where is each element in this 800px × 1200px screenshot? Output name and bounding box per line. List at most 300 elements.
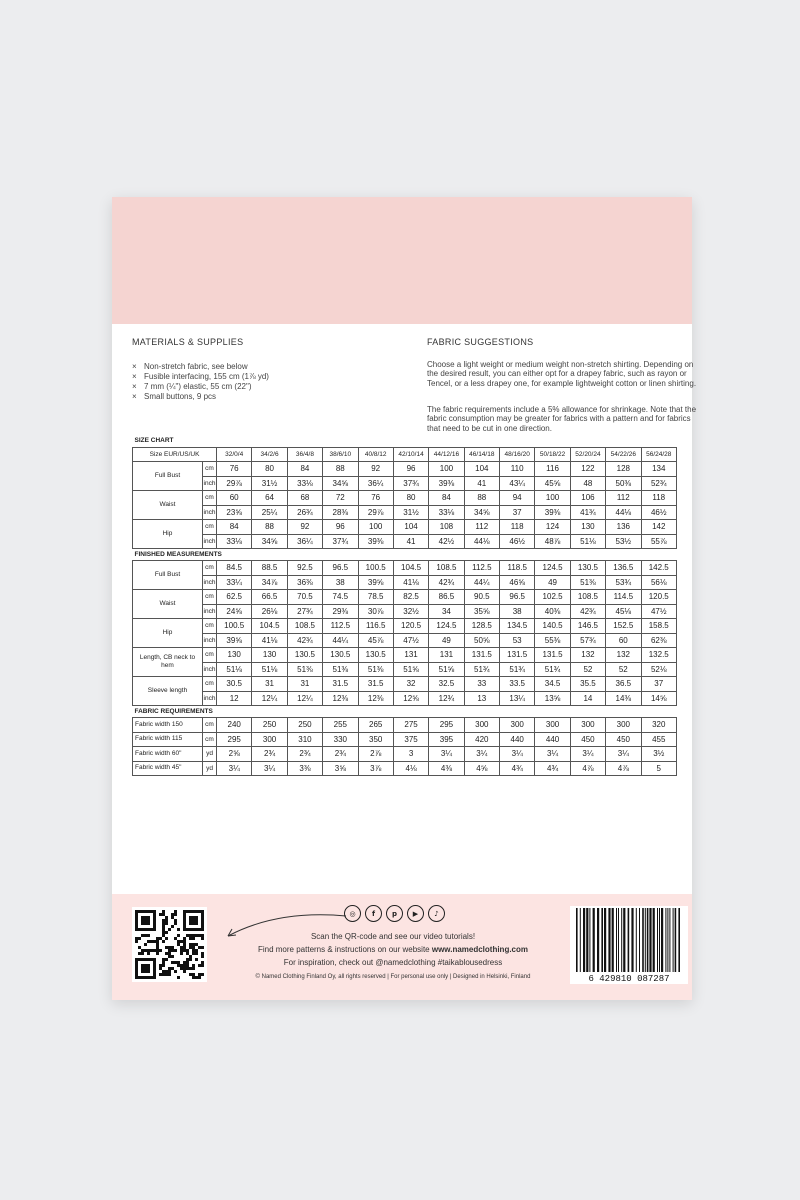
value-cell: 33.5 (500, 677, 535, 692)
value-cell: 134.5 (500, 619, 535, 634)
table-row (133, 747, 677, 762)
value-cell: 43¼ (500, 476, 535, 491)
value-cell: 33¼ (217, 575, 252, 590)
row-label: Hip (133, 619, 203, 648)
section-title: SIZE CHART (134, 437, 174, 445)
value-cell: 33⅛ (287, 476, 322, 491)
value-cell: 124.5 (429, 619, 464, 634)
value-cell: 47½ (393, 633, 428, 648)
value-cell: 440 (500, 732, 535, 747)
value-cell: 39⅜ (535, 505, 570, 520)
value-cell: 23⅝ (217, 505, 252, 520)
materials-item-text: Non-stretch fabric, see below (144, 362, 248, 371)
section-title-row (133, 549, 677, 561)
row-label: Fabric width 115 (133, 732, 203, 747)
value-cell: 120.5 (641, 590, 677, 605)
row-label: Full Bust (133, 462, 203, 491)
row-label: Length, CB neck to hem (133, 648, 203, 677)
value-cell: 450 (606, 732, 641, 747)
size-column-header: 42/10/14 (393, 447, 428, 462)
value-cell: 4¾ (500, 761, 535, 776)
value-cell: 2⅞ (358, 747, 393, 762)
unit-cell: inch (203, 662, 217, 677)
section-title: FINISHED MEASUREMENTS (134, 551, 222, 558)
table-row (133, 619, 677, 634)
pattern-envelope-back (112, 197, 697, 1000)
value-cell: 3¼ (252, 761, 287, 776)
unit-cell: cm (203, 619, 217, 634)
value-cell: 34⅝ (323, 476, 358, 491)
value-cell: 4¾ (535, 761, 570, 776)
table-row (133, 561, 677, 576)
value-cell: 88 (464, 491, 499, 506)
value-cell: 88.5 (252, 561, 287, 576)
value-cell: 108.5 (570, 590, 605, 605)
unit-cell: inch (203, 604, 217, 619)
value-cell: 116 (535, 462, 570, 477)
value-cell: 46½ (500, 534, 535, 549)
value-cell: 158.5 (641, 619, 677, 634)
value-cell: 300 (464, 718, 499, 733)
value-cell: 14 (570, 691, 605, 706)
instagram-icon[interactable]: ◎ (344, 905, 361, 922)
row-label: Fabric width 45" (133, 761, 203, 776)
value-cell: 46⅝ (500, 575, 535, 590)
materials-item-text: 7 mm (¼") elastic, 55 cm (22") (144, 382, 252, 391)
value-cell: 300 (252, 732, 287, 747)
value-cell: 31 (287, 677, 322, 692)
value-cell: 80 (252, 462, 287, 477)
value-cell: 26⅛ (252, 604, 287, 619)
value-cell: 41 (464, 476, 499, 491)
inspiration-line: For inspiration, check out @namedclothing #taikablousedress (283, 958, 503, 967)
value-cell: 29⅞ (358, 505, 393, 520)
value-cell: 96 (393, 462, 428, 477)
value-cell: 62⅜ (641, 633, 677, 648)
section-title-row (133, 706, 677, 718)
table-row (133, 520, 677, 535)
unit-cell: cm (203, 677, 217, 692)
value-cell: 86.5 (429, 590, 464, 605)
value-cell: 38 (323, 575, 358, 590)
value-cell: 108.5 (429, 561, 464, 576)
value-cell: 100 (358, 520, 393, 535)
value-cell: 4⅝ (464, 761, 499, 776)
value-cell: 300 (570, 718, 605, 733)
value-cell: 38 (500, 604, 535, 619)
value-cell: 136.5 (606, 561, 641, 576)
value-cell: 131 (429, 648, 464, 663)
value-cell: 131.5 (464, 648, 499, 663)
value-cell: 130.5 (323, 648, 358, 663)
tiktok-icon[interactable]: ♪ (428, 905, 445, 922)
value-cell: 41⅛ (393, 575, 428, 590)
value-cell: 124 (535, 520, 570, 535)
qr-caption: Scan the QR-code and see our video tutorials! (310, 932, 476, 941)
value-cell: 39⅝ (358, 575, 393, 590)
value-cell: 32½ (393, 604, 428, 619)
value-cell: 31.5 (323, 677, 358, 692)
row-label: Waist (133, 590, 203, 619)
value-cell: 132 (570, 648, 605, 663)
value-cell: 3¼ (606, 747, 641, 762)
value-cell: 104.5 (393, 561, 428, 576)
value-cell: 3¼ (429, 747, 464, 762)
value-cell: 136 (606, 520, 641, 535)
value-cell: 440 (535, 732, 570, 747)
value-cell: 88 (323, 462, 358, 477)
value-cell: 34⅝ (252, 534, 287, 549)
value-cell: 31½ (393, 505, 428, 520)
row-label: Fabric width 150 (133, 718, 203, 733)
size-column-header: 38/6/10 (323, 447, 358, 462)
value-cell: 51⅛ (570, 534, 605, 549)
copyright-line: © Named Clothing Finland Oy, all rights reserved | For personal use only | Designed in Helsinki, Finland (255, 974, 531, 980)
value-cell: 112 (606, 491, 641, 506)
value-cell: 84 (287, 462, 322, 477)
row-label: Sleeve length (133, 677, 203, 706)
unit-cell: cm (203, 732, 217, 747)
value-cell: 108.5 (287, 619, 322, 634)
value-cell: 44⅛ (606, 505, 641, 520)
size-column-header: 32/0/4 (217, 447, 252, 462)
value-cell: 32.5 (429, 677, 464, 692)
value-cell: 51⅝ (429, 662, 464, 677)
table-row (133, 534, 677, 549)
value-cell: 45⅞ (358, 633, 393, 648)
value-cell: 300 (606, 718, 641, 733)
barcode (570, 906, 688, 984)
value-cell: 330 (323, 732, 358, 747)
unit-cell: cm (203, 462, 217, 477)
value-cell: 31 (252, 677, 287, 692)
value-cell: 12¼ (252, 691, 287, 706)
website-link[interactable]: www.namedclothing.com (431, 945, 528, 954)
materials-item (132, 372, 269, 382)
value-cell: 53 (500, 633, 535, 648)
value-cell: 48⅞ (535, 534, 570, 549)
unit-cell: cm (203, 491, 217, 506)
value-cell: 27¾ (287, 604, 322, 619)
value-cell: 36¼ (358, 476, 393, 491)
value-cell: 12⅜ (323, 691, 358, 706)
value-cell: 96.5 (500, 590, 535, 605)
value-cell: 3¼ (535, 747, 570, 762)
value-cell: 32 (393, 677, 428, 692)
value-cell: 132 (606, 648, 641, 663)
materials-item-text: Fusible interfacing, 155 cm (1⅞ yd) (144, 372, 269, 381)
value-cell: 118 (500, 520, 535, 535)
value-cell: 24⅝ (217, 604, 252, 619)
value-cell: 56⅛ (641, 575, 677, 590)
value-cell: 110 (500, 462, 535, 477)
value-cell: 108 (429, 520, 464, 535)
unit-cell: inch (203, 534, 217, 549)
value-cell: 5 (641, 761, 677, 776)
table-row (133, 476, 677, 491)
value-cell: 39⅜ (429, 476, 464, 491)
value-cell: 51¾ (535, 662, 570, 677)
size-column-header: 54/22/26 (606, 447, 641, 462)
value-cell: 57¾ (570, 633, 605, 648)
value-cell: 72 (323, 491, 358, 506)
value-cell: 96 (323, 520, 358, 535)
value-cell: 74.5 (323, 590, 358, 605)
value-cell: 112 (464, 520, 499, 535)
value-cell: 50⅝ (464, 633, 499, 648)
value-cell: 13⅝ (535, 691, 570, 706)
value-cell: 4⅞ (606, 761, 641, 776)
value-cell: 130.5 (358, 648, 393, 663)
value-cell: 42¾ (429, 575, 464, 590)
value-cell: 39⅝ (217, 633, 252, 648)
value-cell: 142.5 (641, 561, 677, 576)
value-cell: 41⅛ (252, 633, 287, 648)
unit-cell: inch (203, 476, 217, 491)
value-cell: 104 (464, 462, 499, 477)
row-label: Fabric width 60" (133, 747, 203, 762)
value-cell: 134 (641, 462, 677, 477)
value-cell: 51¾ (500, 662, 535, 677)
size-column-header: 44/12/16 (429, 447, 464, 462)
value-cell: 118.5 (500, 561, 535, 576)
value-cell: 12¾ (429, 691, 464, 706)
value-cell: 13 (464, 691, 499, 706)
value-cell: 14⅝ (641, 691, 677, 706)
value-cell: 142 (641, 520, 677, 535)
value-cell: 128.5 (464, 619, 499, 634)
website-line (232, 945, 554, 954)
value-cell: 12⅝ (393, 691, 428, 706)
value-cell: 300 (535, 718, 570, 733)
value-cell: 51⅜ (323, 662, 358, 677)
value-cell: 3¼ (500, 747, 535, 762)
value-cell: 310 (287, 732, 322, 747)
value-cell: 395 (429, 732, 464, 747)
value-cell: 52⅛ (641, 662, 677, 677)
value-cell: 128 (606, 462, 641, 477)
value-cell: 131.5 (500, 648, 535, 663)
value-cell: 44¼ (323, 633, 358, 648)
value-cell: 3¼ (570, 747, 605, 762)
table-row (133, 590, 677, 605)
table-row (133, 691, 677, 706)
value-cell: 33⅛ (429, 505, 464, 520)
website-prefix: Find more patterns & instructions on our website (257, 945, 432, 954)
value-cell: 122 (570, 462, 605, 477)
value-cell: 130 (252, 648, 287, 663)
value-cell: 47½ (641, 604, 677, 619)
value-cell: 80 (393, 491, 428, 506)
value-cell: 112.5 (323, 619, 358, 634)
value-cell: 140.5 (535, 619, 570, 634)
value-cell: 4⅜ (429, 761, 464, 776)
value-cell: 130.5 (570, 561, 605, 576)
section-title: FABRIC REQUIREMENTS (134, 708, 213, 715)
value-cell: 130 (217, 648, 252, 663)
value-cell: 455 (641, 732, 677, 747)
materials-item (132, 362, 269, 372)
value-cell: 30⅞ (358, 604, 393, 619)
value-cell: 52 (570, 662, 605, 677)
value-cell: 92.5 (287, 561, 322, 576)
value-cell: 50⅜ (606, 476, 641, 491)
value-cell: 62.5 (217, 590, 252, 605)
fabric-allowance-note: The fabric requirements include a 5% allowance for shrinkage. Note that the fabric consumption may be greater for fabrics with a pattern and for fabrics that need to be cut in one direction. (427, 405, 697, 433)
value-cell: 130.5 (287, 648, 322, 663)
value-cell: 52 (606, 662, 641, 677)
value-cell: 36⅜ (287, 575, 322, 590)
table-row (133, 761, 677, 776)
value-cell: 2¾ (323, 747, 358, 762)
value-cell: 49 (535, 575, 570, 590)
size-column-header: 36/4/8 (287, 447, 322, 462)
value-cell: 29⅜ (323, 604, 358, 619)
value-cell: 255 (323, 718, 358, 733)
youtube-icon[interactable]: ▶ (407, 905, 424, 922)
value-cell: 82.5 (393, 590, 428, 605)
unit-cell: inch (203, 633, 217, 648)
value-cell: 84 (217, 520, 252, 535)
value-cell: 37 (500, 505, 535, 520)
value-cell: 96.5 (323, 561, 358, 576)
value-cell: 88 (252, 520, 287, 535)
value-cell: 34 (429, 604, 464, 619)
value-cell: 31.5 (358, 677, 393, 692)
value-cell: 41 (393, 534, 428, 549)
value-cell: 28⅜ (323, 505, 358, 520)
materials-item-text: Small buttons, 9 pcs (144, 392, 217, 401)
unit-cell: inch (203, 575, 217, 590)
unit-cell: inch (203, 691, 217, 706)
size-header-label: Size EUR/US/UK (133, 447, 217, 462)
value-cell: 104.5 (252, 619, 287, 634)
value-cell: 320 (641, 718, 677, 733)
value-cell: 31½ (252, 476, 287, 491)
table-row (133, 575, 677, 590)
value-cell: 60 (217, 491, 252, 506)
value-cell: 84.5 (217, 561, 252, 576)
value-cell: 52¾ (641, 476, 677, 491)
fabric-suggestions-text: Choose a light weight or medium weight non-stretch shirting. Depending on the desired result, you can either opt for a drapey fabric, such as rayon or Tencel, or a less drapey one, for example lightweight cotton or linen shirting. (427, 360, 697, 388)
value-cell: 112.5 (464, 561, 499, 576)
materials-list (132, 362, 269, 402)
value-cell: 4⅞ (570, 761, 605, 776)
value-cell: 114.5 (606, 590, 641, 605)
value-cell: 34⅝ (464, 505, 499, 520)
value-cell: 92 (287, 520, 322, 535)
value-cell: 51⅛ (252, 662, 287, 677)
qr-code (132, 907, 207, 982)
value-cell: 48 (570, 476, 605, 491)
value-cell: 40⅜ (535, 604, 570, 619)
value-cell: 450 (570, 732, 605, 747)
value-cell: 84 (429, 491, 464, 506)
value-cell: 34⅞ (252, 575, 287, 590)
value-cell: 68 (287, 491, 322, 506)
value-cell: 55⅜ (535, 633, 570, 648)
value-cell: 275 (393, 718, 428, 733)
value-cell: 90.5 (464, 590, 499, 605)
materials-item (132, 382, 269, 392)
value-cell: 49 (429, 633, 464, 648)
footer-band (112, 894, 692, 1000)
value-cell: 102.5 (535, 590, 570, 605)
value-cell: 37¾ (393, 476, 428, 491)
size-chart-table (132, 435, 677, 776)
table-row (133, 718, 677, 733)
unit-cell: yd (203, 747, 217, 762)
table-row (133, 732, 677, 747)
size-column-header: 50/18/22 (535, 447, 570, 462)
value-cell: 12 (217, 691, 252, 706)
value-cell: 39⅜ (358, 534, 393, 549)
size-header-row (133, 447, 677, 462)
value-cell: 42½ (429, 534, 464, 549)
value-cell: 36.5 (606, 677, 641, 692)
value-cell: 3¼ (464, 747, 499, 762)
unit-cell: cm (203, 648, 217, 663)
value-cell: 35.5 (570, 677, 605, 692)
table-row (133, 604, 677, 619)
materials-heading: MATERIALS & SUPPLIES (132, 337, 244, 347)
size-column-header: 40/8/12 (358, 447, 393, 462)
unit-cell: cm (203, 718, 217, 733)
value-cell: 33⅛ (217, 534, 252, 549)
row-label: Hip (133, 520, 203, 549)
value-cell: 130 (570, 520, 605, 535)
fabric-suggestions-heading: FABRIC SUGGESTIONS (427, 337, 534, 347)
value-cell: 250 (252, 718, 287, 733)
bullet-x-icon: × (132, 392, 137, 401)
value-cell: 3⅞ (358, 761, 393, 776)
table-row (133, 505, 677, 520)
value-cell: 70.5 (287, 590, 322, 605)
value-cell: 131 (393, 648, 428, 663)
value-cell: 4⅛ (393, 761, 428, 776)
value-cell: 66.5 (252, 590, 287, 605)
value-cell: 375 (393, 732, 428, 747)
value-cell: 51⅜ (287, 662, 322, 677)
pinterest-icon[interactable]: p (386, 905, 403, 922)
value-cell: 2⅝ (217, 747, 252, 762)
value-cell: 51⅜ (358, 662, 393, 677)
value-cell: 44⅛ (464, 534, 499, 549)
size-column-header: 56/24/28 (641, 447, 677, 462)
social-icons (344, 905, 445, 922)
value-cell: 25¼ (252, 505, 287, 520)
value-cell: 106 (570, 491, 605, 506)
value-cell: 118 (641, 491, 677, 506)
value-cell: 76 (217, 462, 252, 477)
value-cell: 350 (358, 732, 393, 747)
value-cell: 13¼ (500, 691, 535, 706)
size-column-header: 46/14/18 (464, 447, 499, 462)
section-title-row (133, 435, 677, 447)
value-cell: 250 (287, 718, 322, 733)
value-cell: 42¾ (287, 633, 322, 648)
size-column-header: 34/2/6 (252, 447, 287, 462)
value-cell: 53¾ (606, 575, 641, 590)
value-cell: 41¾ (570, 505, 605, 520)
unit-cell: cm (203, 520, 217, 535)
value-cell: 51⅝ (393, 662, 428, 677)
facebook-icon[interactable]: f (365, 905, 382, 922)
barcode-number: 6 429810 087287 (588, 974, 670, 984)
bullet-x-icon: × (132, 362, 137, 371)
table-row (133, 662, 677, 677)
value-cell: 100 (535, 491, 570, 506)
